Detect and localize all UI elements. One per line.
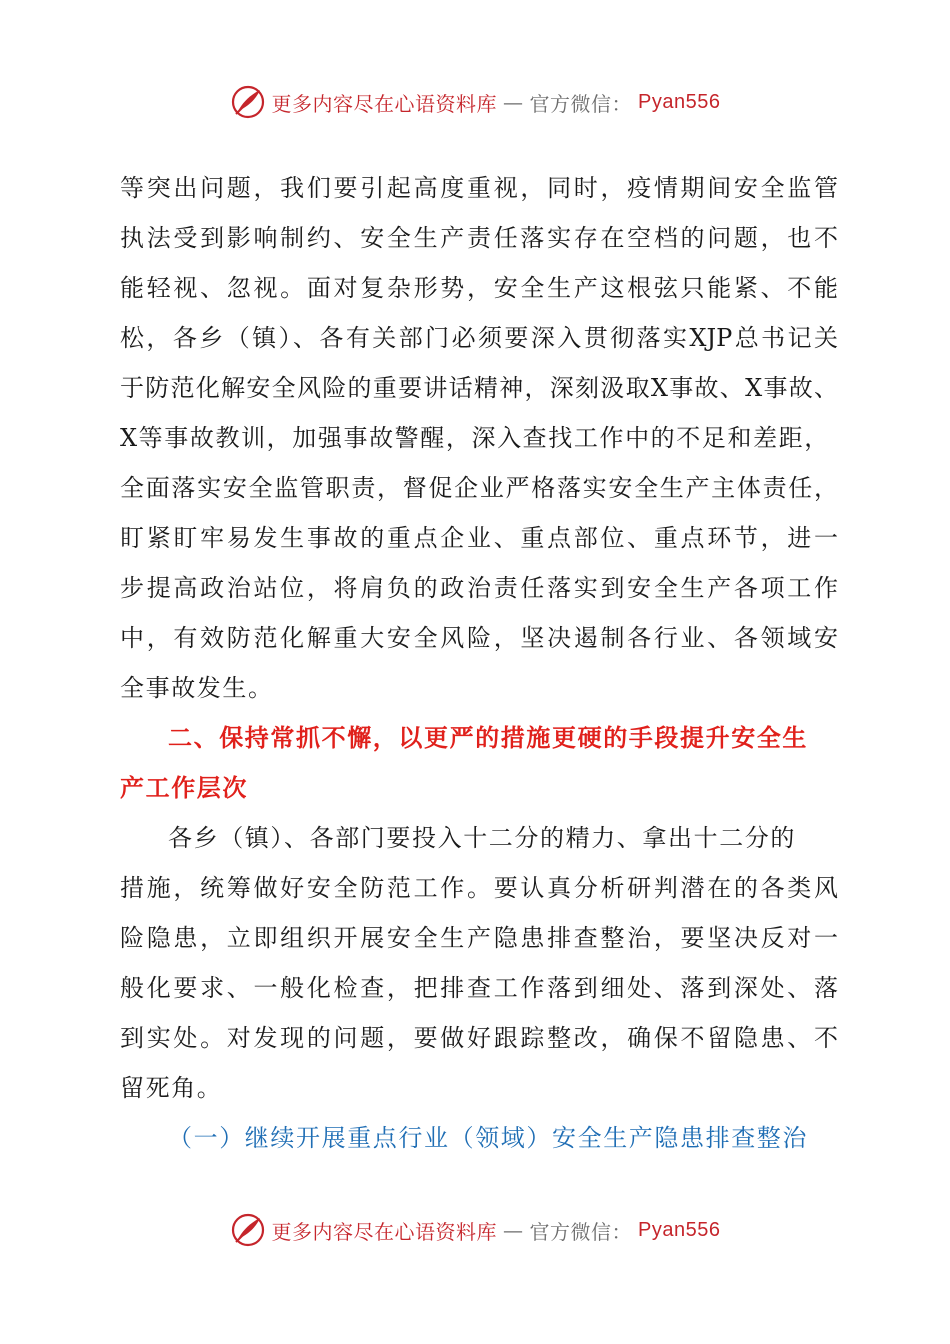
text-line: 各乡（镇）、各部门要投入十二分的精力、拿出十二分的 [168,824,796,852]
text-line: 般化要求、一般化检查，把排查工作落到细处、落到深处、落 [120,974,838,1002]
feather-pen-icon [230,1212,266,1248]
banner-main-text: 更多内容尽在心语资料库 [271,1219,498,1244]
banner-dash: — [503,1218,524,1242]
text-line: 盯紧盯牢易发生事故的重点企业、重点部位、重点环节，进一 [120,524,838,552]
text-line: 全面落实安全监管职责，督促企业严格落实安全生产主体责任， [120,474,838,502]
text-line: 于防范化解安全风险的重要讲话精神，深刻汲取X事故、X事故、 [120,374,838,402]
text-line: X等事故教训，加强事故警醒，深入查找工作中的不足和差距， [120,424,830,452]
header-banner [0,82,950,122]
banner-dash: — [503,90,524,114]
text-line: 措施，统筹做好安全防范工作。要认真分析研判潜在的各类风 [120,874,838,902]
text-line: 全事故发生。 [120,674,274,702]
subheading-1: （一）继续开展重点行业（领域）安全生产隐患排查整治 [168,1124,808,1152]
text-line: 到实处。对发现的问题，要做好跟踪整改，确保不留隐患、不 [120,1024,838,1052]
banner-label: 官方微信： [529,91,633,116]
banner-wechat-id: Pyan556 [638,90,721,113]
section-heading-2 [120,713,838,813]
heading-line: 产工作层次 [120,774,248,802]
feather-pen-icon [230,84,266,120]
footer-banner [0,1210,950,1250]
text-line: 留死角。 [120,1074,223,1102]
paragraph-2 [120,813,838,1113]
heading-line: 二、保持常抓不懈，以更严的措施更硬的手段提升安全生 [168,724,808,752]
banner-wechat-id: Pyan556 [638,1218,721,1241]
banner-label: 官方微信： [529,1219,633,1244]
banner-main-text: 更多内容尽在心语资料库 [271,91,498,116]
text-line: 松，各乡（镇）、各有关部门必须要深入贯彻落实XJP总书记关 [120,324,838,352]
text-line: 等突出问题，我们要引起高度重视，同时，疫情期间安全监管 [120,174,838,202]
text-line: 执法受到影响制约、安全生产责任落实存在空档的问题，也不 [120,224,838,252]
text-line: 步提高政治站位，将肩负的政治责任落实到安全生产各项工作 [120,574,838,602]
text-line: 能轻视、忽视。面对复杂形势，安全生产这根弦只能紧、不能 [120,274,838,302]
text-line: 中，有效防范化解重大安全风险，坚决遏制各行业、各领域安 [120,624,838,652]
document-body [120,163,838,1163]
paragraph-1 [120,163,838,713]
text-line: 险隐患，立即组织开展安全生产隐患排查整治，要坚决反对一 [120,924,838,952]
